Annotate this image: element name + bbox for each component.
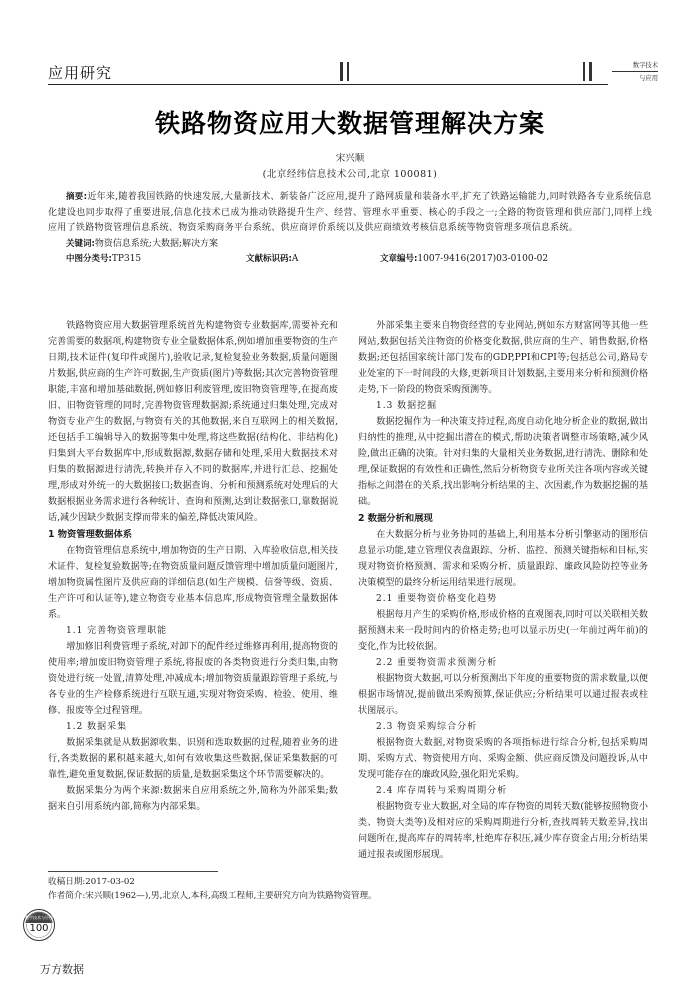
paragraph: 根据物资专业大数据,对全局的库存物资的周转天数(能够按照物资小类、物资大类等)及相对应的采购周期进行分析,查找周转天数差异,找出问题所在,提高库存的周转率,杜绝库存积压,减少库存资金占用;分析结果通过报表或图形展现。 [358,802,648,860]
paragraph: 在大数据分析与业务协同的基础上,利用基本分析引擎驱动的图形信息显示功能,建立管理仪表盘跟踪、分析、监控、预测关键指标和目标,实现对物资价格预测、需求和采购分析、质量跟踪、廉政风险防控等业务决策模型的最终分析运用结果进行展现。 [358,530,648,588]
header-divider-bar [583,62,585,81]
subsection-heading: 1.2 数据采集 [66,722,128,732]
journal-logo [612,58,658,88]
header-divider-bar [340,62,343,81]
footnote-rule [48,871,218,872]
keywords-label: 关键词: [66,239,95,249]
page-number: 100 [29,923,49,934]
paragraph: 在物资管理信息系统中,增加物资的生产日期、入库验收信息,相关技术证件、复检复验数据等;在物资质量问题反馈管理中增加质量问题图片,增加物资属性图片及供应商的详细信息(如生产规模、信誉等级、资质、生产许可和认证等),建立物资专业基本信息库,形成物资管理全量数据体系。 [48,546,338,620]
doc-code-value: A [291,254,299,264]
article-no-value: 1007-9416(2017)03-0100-02 [417,254,549,264]
keywords-text: 物资信息系统;大数据;解决方案 [94,239,218,249]
logo-divider [612,71,658,72]
body-column-right [358,318,648,863]
clc-value: TP315 [111,254,142,264]
page-number-badge [22,906,56,946]
author-affiliation: (北京经纬信息技术公司,北京 100081) [262,169,438,180]
subsection-heading: 1.3 数据挖掘 [376,401,438,411]
clc-number [66,252,141,264]
paragraph: 根据物资大数据,对物资采购的各项指标进行综合分析,包括采购周期、采购方式、物资使用方向、采购金额、供应商反馈及问题投诉,从中发现可能存在的廉政风险,强化阳光采购。 [358,738,648,780]
article-number [380,252,548,264]
paragraph: 根据每月产生的采购价格,形成价格的直观图表,同时可以关联相关数据预测未来一段时间内的价格走势;也可以显示历史(一年前过两年前)的变化,作为比较依据。 [358,610,648,652]
watermark: 万方数据 [40,963,84,976]
article-title: 铁路物资应用大数据管理解决方案 [154,109,545,138]
author-name: 宋兴顺 [335,153,365,164]
paragraph: 增加修旧利费管理子系统,对卸下的配件经过维修再利用,提高物资的使用率;增加废旧物资管理子系统,将报废的各类物资进行分类归集,由物资处进行统一处置,清算处理,冲减成本;增加物资质量跟踪管理子系统,与各专业的生产检修系统进行互联互通,实现对物资采购、检验、使用、维修、报废等全过程管理。 [48,642,338,716]
header-divider-bar [347,62,349,81]
subsection-heading: 1.1 完善物资管理职能 [66,626,168,636]
section-label: 应用研究 [48,64,113,82]
paragraph: 根据物资大数据,可以分析预测出下年度的重要物资的需求数量,以便根据市场情况,提前做出采购预算,保证供应;分析结果可以通过报表或柱状图展示。 [358,674,648,716]
paragraph: 数据采集就是从数据源收集、识别和选取数据的过程,随着业务的进行,各类数据的累积越来越大,如何有效收集这些数据,保证采集数据的可靠性,避免重复数据,保证数据的质量,是数据采集这个环节需要解决的。 [48,738,338,780]
document-code [246,252,298,264]
badge-caption: 数字技术与应用 [25,915,53,920]
header-rule [48,84,608,85]
subsection-heading: 2.3 物资采购综合分析 [376,722,478,732]
section-heading: 2 数据分析和展现 [358,513,433,524]
paragraph: 外部采集主要来自物资经营的专业网站,例如东方财富网等其他一些网站,数据包括关注物资的价格变化数据,供应商的生产、销售数据,价格数据;还包括国家统计部门发布的GDP,PPI和CPI等;包括总公司,路局专业处室的下一时间段的大修,更新项目计划数据,主要用来分析和预测价格走势,下一阶段的物资采购预测等。 [358,321,648,395]
abstract-label: 摘要: [66,192,88,202]
subsection-heading: 2.2 重要物资需求预测分析 [376,658,498,668]
clc-label: 中图分类号: [66,254,112,264]
keywords [66,236,218,249]
abstract [48,190,652,237]
author-bio: 作者简介:宋兴顺(1962—),男,北京人,本科,高级工程师,主要研究方向为铁路物资管理。 [48,891,377,901]
paragraph: 数据挖掘作为一种决策支持过程,高度自动化地分析企业的数据,做出归纳性的推理,从中挖掘出潜在的模式,帮助决策者调整市场策略,减少风险,做出正确的决策。针对归集的大量相关业务数据,进行清洗、删除和处理,保证数据的有效性和正确性,然后分析物资专业所关注各项内容或关键指标之间潜在的关系,找出影响分析结果的主、次因素,作为数据挖掘的基础。 [358,417,648,507]
section-heading: 1 物资管理数据体系 [48,529,133,540]
logo-line-2: 与应用 [639,74,658,82]
doc-code-label: 文献标识码: [246,254,292,264]
body-column-left [48,318,338,815]
paragraph: 数据采集分为两个来源:数据来自应用系统之外,简称为外部采集;数据来自引用系统内部,简称为内部采集。 [48,786,338,812]
received-date: 收稿日期:2017-03-02 [48,877,135,887]
subsection-heading: 2.1 重要物资价格变化趋势 [376,594,498,604]
header-divider-bar [589,62,592,81]
article-no-label: 文章编号: [380,254,418,264]
logo-line-1: 数字技术 [632,61,658,69]
intro-paragraph: 铁路物资应用大数据管理系统首先构建物资专业数据库,需要补充和完善需要的数据项,构建物资专业全量数据体系,例如增加重要物资的生产日期,技术证件(复印件或图片),验收记录,复检复验业务数据,质量问题图片数据,供应商的生产许可数据,生产资质(图片)等数据;其次完善物资管理职能,丰富和增加基础数据,例如修旧利废管理,废旧物资管理等,在提高废旧、旧物资管理的同时,完善物资管理数据源;系统通过归集处理,完成对物资专业产生的数据,与物资有关的其他数据,来自互联网上的相关数据,还包括手工编辑导入的数据等集中处理,将这些数据(结构化、非结构化)归集到大平台数据库中,形成数据源,数据存储和处理,采用大数据技术对归集的数据源进行清洗,转换并存入不同的数据库,并进行汇总、挖掘处理,形成对外统一的大数据接口;数据查询、分析和预测系统对处理后的大数据根据业务需求进行各种统计、查询和预测,达到让数据张口,靠数据说话,减少因缺少数据支撑而带来的偏差,降低决策风险。 [48,321,338,523]
subsection-heading: 2.4 库存周转与采购周期分析 [376,786,508,796]
abstract-text: 近年来,随着我国铁路的快速发展,大量新技术、新装备广泛应用,提升了路网质量和装备水平,扩充了铁路运输能力,同时铁路各专业系统信息化建设也同步取得了重要进展,信息化技术已成为推动铁路提升生产、经营、管理水平重要、核心的手段之一;全路的物资管理和供应部门,同样上线应用了铁路物资管理信息系统、物资采购商务平台系统、供应商评价系统以及供应商绩效考核信息系统等物资管理多项信息系统。 [48,192,652,233]
